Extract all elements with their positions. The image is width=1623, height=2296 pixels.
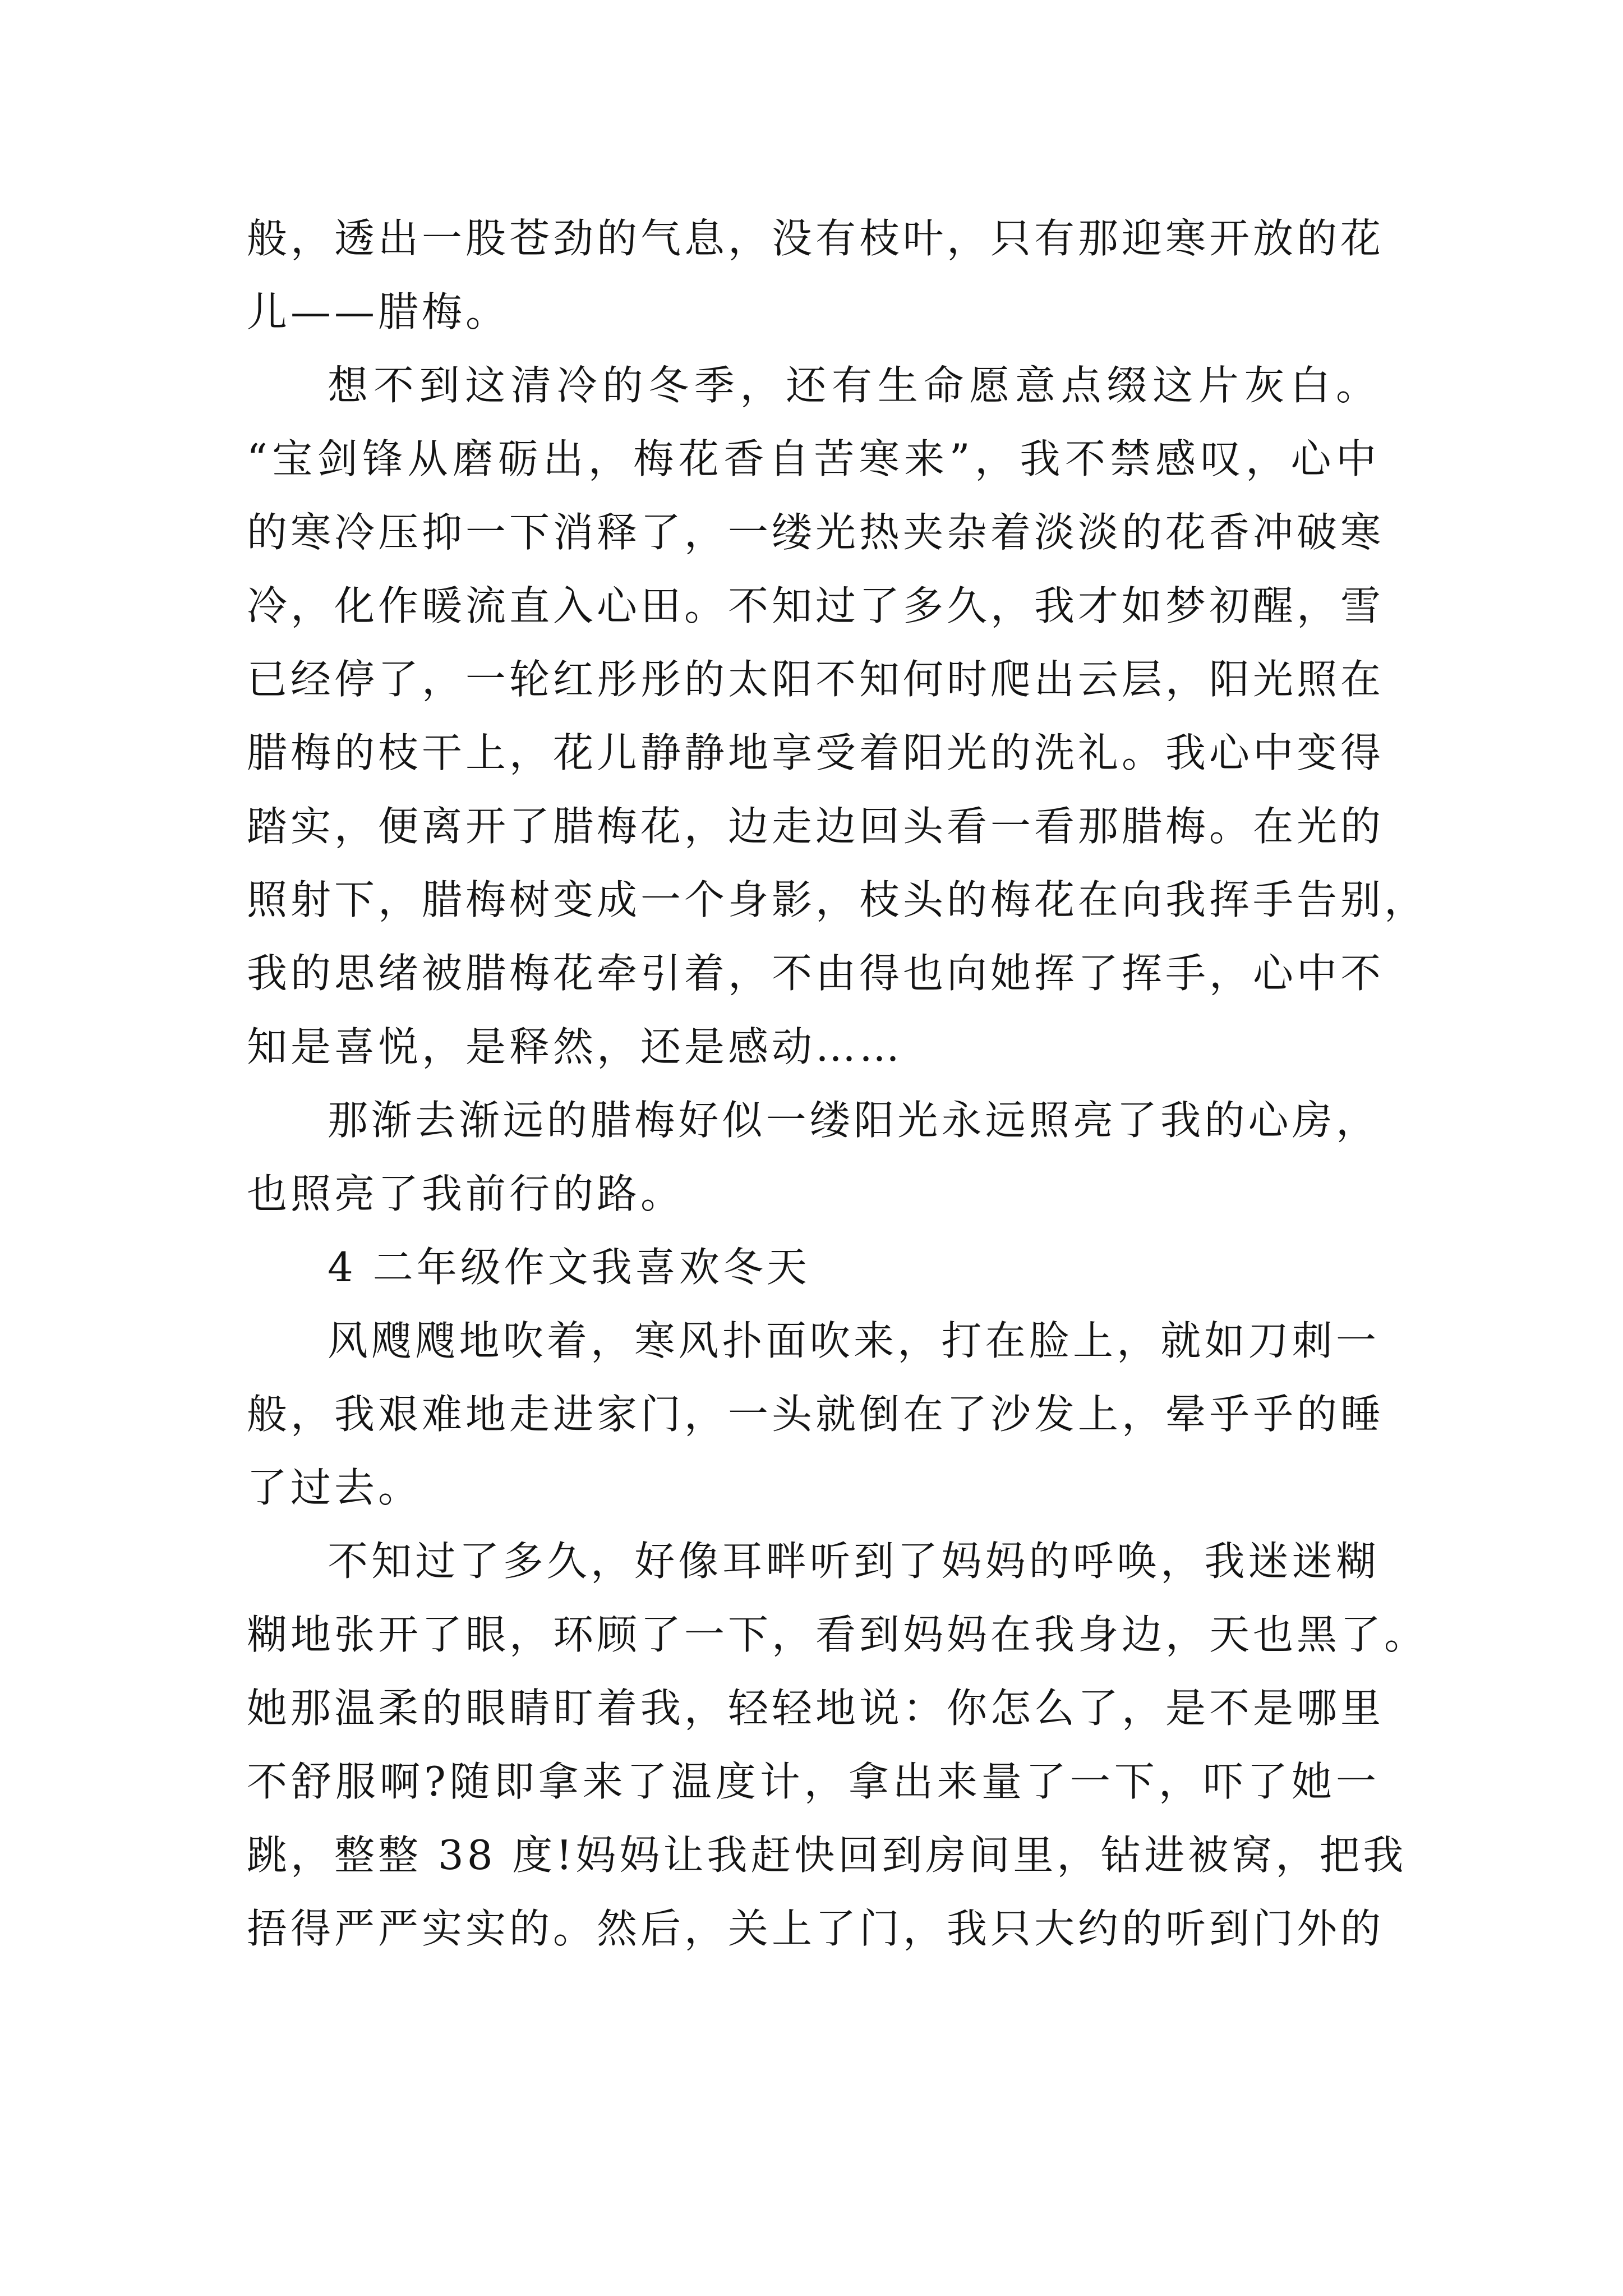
text-line: 般，透出一股苍劲的气息，没有枝叶，只有那迎寒开放的花: [247, 215, 1385, 262]
document-body: [247, 202, 1428, 1966]
text-line: 跳，整整 38 度!妈妈让我赶快回到房间里，钻进被窝，把我: [247, 1832, 1407, 1879]
text-line: 也照亮了我前行的路。: [247, 1170, 685, 1217]
text-line: 4 二年级作文我喜欢冬天: [328, 1244, 810, 1291]
text-line: 儿——腊梅。: [247, 288, 510, 335]
text-line: 照射下，腊梅树变成一个身影，枝头的梅花在向我挥手告别，: [247, 876, 1428, 923]
text-line: 的寒冷压抑一下消释了，一缕光热夹杂着淡淡的花香冲破寒: [247, 509, 1385, 556]
text-line: 她那温柔的眼睛盯着我，轻轻地说：你怎么了，是不是哪里: [247, 1685, 1385, 1732]
text-line: 腊梅的枝干上，花儿静静地享受着阳光的洗礼。我心中变得: [247, 729, 1385, 776]
text-line: 了过去。: [247, 1464, 422, 1511]
text-line: 般，我艰难地走进家门，一头就倒在了沙发上，晕乎乎的睡: [247, 1391, 1385, 1438]
text-line: 不知过了多久，好像耳畔听到了妈妈的呼唤，我迷迷糊: [328, 1538, 1380, 1585]
text-line: 想不到这清冷的冬季，还有生命愿意点缀这片灰白。: [328, 362, 1380, 409]
text-line: 知是喜悦，是释然，还是感动……: [247, 1023, 903, 1070]
text-line: 糊地张开了眼，环顾了一下，看到妈妈在我身边，天也黑了。: [247, 1611, 1428, 1658]
text-line: 风飕飕地吹着，寒风扑面吹来，打在脸上，就如刀刺一: [328, 1317, 1380, 1364]
text-line: 已经停了，一轮红彤彤的太阳不知何时爬出云层，阳光照在: [247, 656, 1385, 703]
text-line: 冷，化作暖流直入心田。不知过了多久，我才如梦初醒，雪: [247, 582, 1385, 629]
text-line: 踏实，便离开了腊梅花，边走边回头看一看那腊梅。在光的: [247, 803, 1385, 850]
text-line: 不舒服啊?随即拿来了温度计，拿出来量了一下，吓了她一: [247, 1758, 1380, 1805]
text-line: 那渐去渐远的腊梅好似一缕阳光永远照亮了我的心房，: [328, 1097, 1380, 1144]
text-line: 我的思绪被腊梅花牵引着，不由得也向她挥了挥手，心中不: [247, 950, 1385, 997]
text-line: “宝剑锋从磨砺出，梅花香自苦寒来”，我不禁感叹，心中: [247, 435, 1380, 482]
text-line: 捂得严严实实的。然后，关上了门，我只大约的听到门外的: [247, 1905, 1385, 1952]
